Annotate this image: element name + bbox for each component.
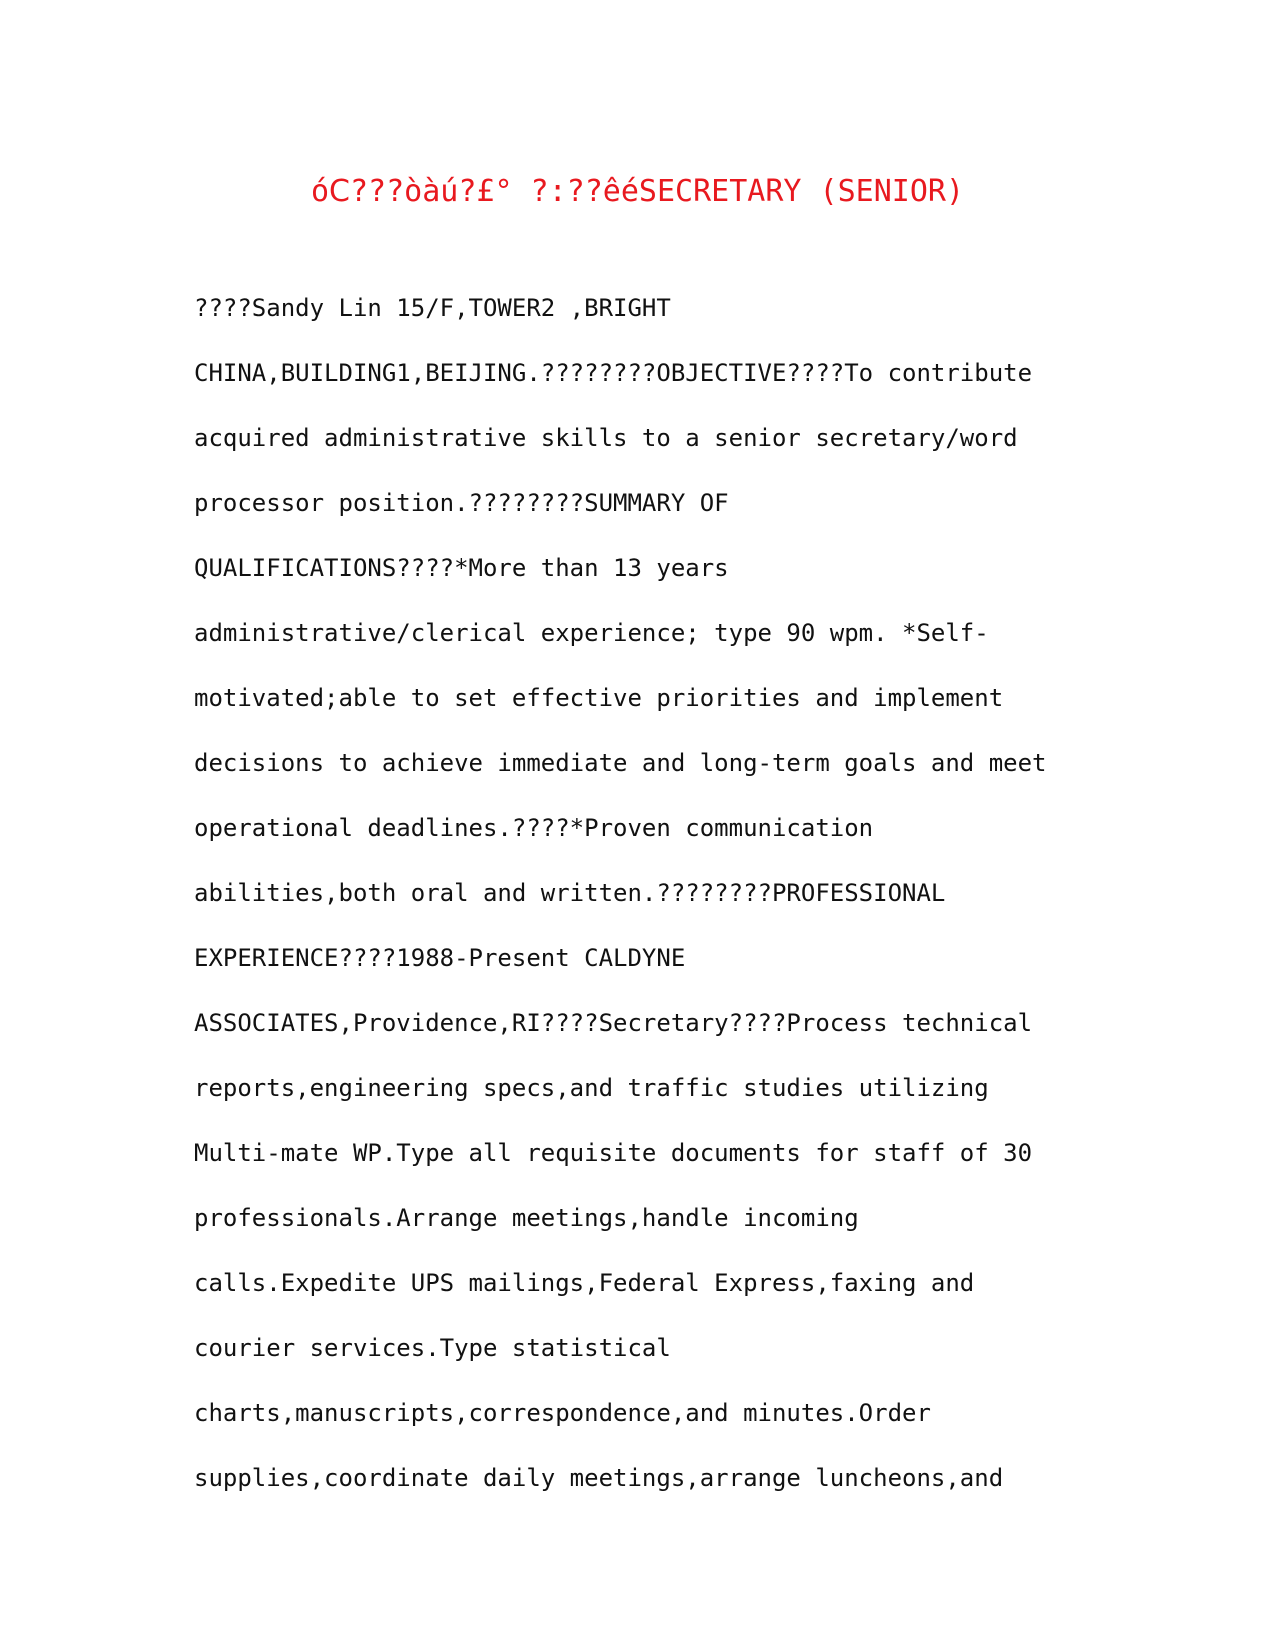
body-line: Multi-mate WP.Type all requisite documents for staff of 30 bbox=[194, 1139, 1033, 1167]
body-line: ASSOCIATES,Providence,RI????Secretary????Process technical bbox=[194, 1009, 1033, 1037]
body-line: supplies,coordinate daily meetings,arrange luncheons,and bbox=[194, 1464, 1004, 1492]
body-line: operational deadlines.????*Proven communication bbox=[194, 814, 874, 842]
body-line: processor position.????????SUMMARY OF bbox=[194, 489, 729, 517]
body-line: professionals.Arrange meetings,handle incoming bbox=[194, 1204, 859, 1232]
body-line: courier services.Type statistical bbox=[194, 1334, 671, 1362]
body-line: EXPERIENCE????1988-Present CALDYNE bbox=[194, 944, 686, 972]
body-line: administrative/clerical experience; type 90 wpm. *Self- bbox=[194, 619, 989, 647]
document-title: óⅭ???òàú?£° ?:??êéSECRETARY (SENIOR) bbox=[310, 174, 965, 209]
body-line: decisions to achieve immediate and long-term goals and meet bbox=[194, 749, 1047, 777]
body-line: charts,manuscripts,correspondence,and minutes.Order bbox=[194, 1399, 931, 1427]
body-line: calls.Expedite UPS mailings,Federal Express,faxing and bbox=[194, 1269, 975, 1297]
body-line: motivated;able to set effective priorities and implement bbox=[194, 684, 1004, 712]
body-line: reports,engineering specs,and traffic studies utilizing bbox=[194, 1074, 989, 1102]
body-line: ????Sandy Lin 15/F,TOWER2 ,BRIGHT bbox=[194, 294, 671, 322]
body-line: CHINA,BUILDING1,BEIJING.????????OBJECTIVE????To contribute bbox=[194, 359, 1033, 387]
body-line: abilities,both oral and written.????????PROFESSIONAL bbox=[194, 879, 946, 907]
document-body bbox=[194, 285, 1094, 1520]
body-line: acquired administrative skills to a senior secretary/word bbox=[194, 424, 1018, 452]
body-line: QUALIFICATIONS????*More than 13 years bbox=[194, 554, 729, 582]
